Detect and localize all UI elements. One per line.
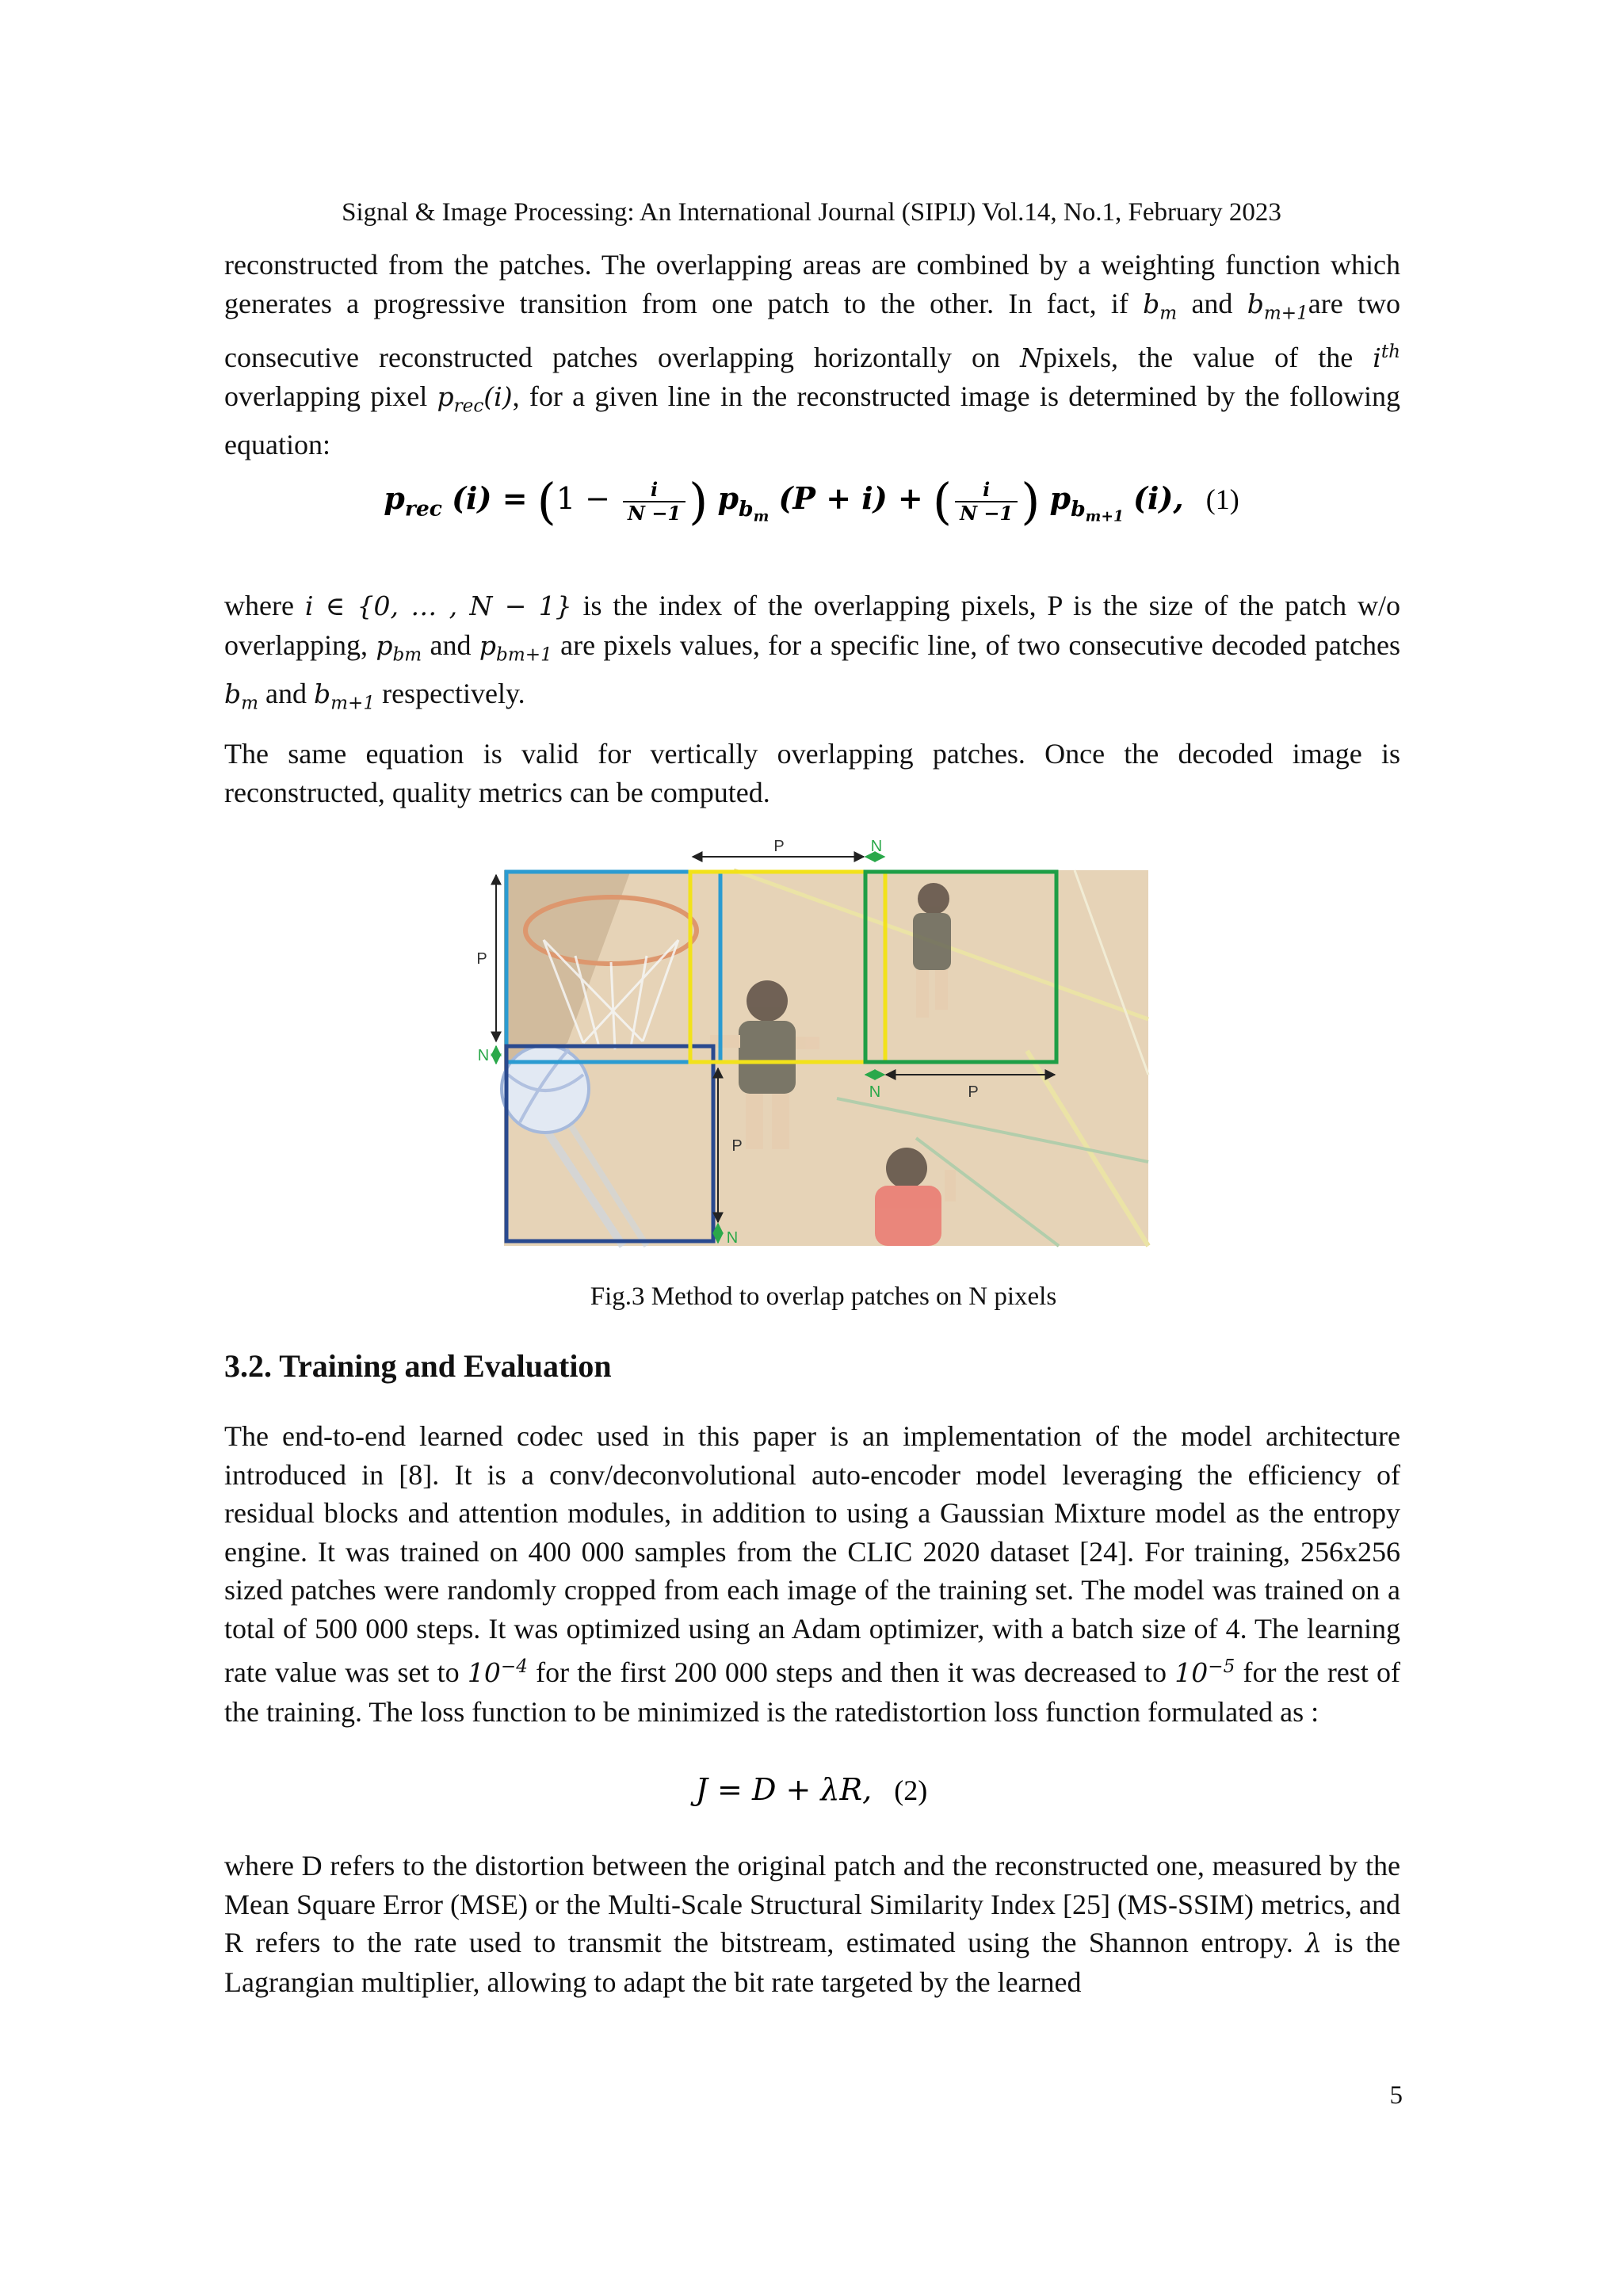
equation-1: $p_{rec}$ (i) = (1 − $\frac{i}{N -1}$ ) $p_{b_m}$ (P + i) + ( $\frac{i}{N -1}$ ) $p_{b_{m+1}}$ (i), (1) xyxy=(384,472,1239,530)
running-header: Signal & Image Processing: An International Journal (SIPIJ) Vol.14, No.1, February 2023 xyxy=(342,198,1281,227)
label-n-left: N xyxy=(477,1047,490,1064)
math-n: N xyxy=(1020,342,1043,373)
paragraph-vertical-overlap: The same equation is valid for vertically overlapping patches. Once the decoded image is reconstructed, quality metrics can be computed. xyxy=(224,738,1400,808)
math-prec: $p_{rec}(i)$ xyxy=(437,381,513,417)
figure-caption: Fig.3 Method to overlap patches on N pixels xyxy=(590,1282,1057,1311)
equation-number-1: (1) xyxy=(1205,483,1239,515)
math-pbm: $p_{bm}$ xyxy=(376,629,422,666)
paragraph-training: The end-to-end learned codec used in this paper is an implementation of the model architecture introduced in [8]. It is a conv/deconvolutional auto-encoder model leveraging the efficiency of residual blocks and attention modules, in addition to using a Gaussian Mixture model as the entropy engine. It was trained on 400 000 samples from the CLIC 2020 dataset [24]. For training, 256x256 sized patches were randomly cropped from each image of the training set. The model was trained on a total of 500 000 steps. It was optimized using an Adam optimizer, with a batch size of 4. The learning rate value was set to $10^{-4}$ for the first 200 000 steps and then it was decreased to $10^{-5}$ for the rest of the training. The loss function to be minimized is the ratedistortion loss function formulated as : xyxy=(224,1420,1400,1728)
label-p-mid: P xyxy=(731,1137,743,1155)
equation-number-2: (2) xyxy=(894,1775,928,1806)
math-bm-2: $b_m$ xyxy=(224,678,259,714)
math-bm1: $b_{m+1}$ xyxy=(1247,288,1308,324)
section-heading: 3.2. Training and Evaluation xyxy=(224,1348,612,1384)
figure-overlap-patches xyxy=(472,837,1154,1257)
fraction-i-over-n-minus-1-b: $\frac{i}{N -1}$ xyxy=(955,479,1018,525)
math-pbm1: $p_{bm+1}$ xyxy=(479,629,552,666)
math-bm: $b_m$ xyxy=(1143,288,1178,324)
label-n-right: N xyxy=(869,1083,881,1101)
page-number: 5 xyxy=(1389,2081,1403,2110)
math-lr2: $10^{-5}$ xyxy=(1174,1656,1235,1688)
label-p-left: P xyxy=(476,950,487,968)
label-n-bottom: N xyxy=(726,1229,739,1247)
equation-2-expr: J = D + λR, xyxy=(695,1772,873,1807)
label-p-right: P xyxy=(968,1083,979,1101)
photo-background xyxy=(502,870,1148,1246)
equation-2 xyxy=(0,1772,1623,1807)
math-lambda: λ xyxy=(1305,1927,1323,1958)
math-lr1: $10^{-4}$ xyxy=(467,1656,528,1688)
paragraph-where-definitions: where i ∈ {0, … , N − 1} is the index of the overlapping pixels, P is the size of the patch w/o overlapping, $p_{bm}$ and $p_{bm+1}$ are pixels values, for a specific line, of two consecutive decoded patches $b_m$ and $b_{m+1}$ respectively. xyxy=(224,590,1400,714)
math-bm1-2: $b_{m+1}$ xyxy=(314,678,376,714)
label-n-top: N xyxy=(870,838,883,855)
fraction-i-over-n-minus-1: $\frac{i}{N -1}$ xyxy=(623,479,685,525)
math-index-set: i ∈ {0, … , N − 1} xyxy=(304,590,572,621)
label-p-top: P xyxy=(773,838,785,855)
paragraph-overlap-intro: reconstructed from the patches. The overlapping areas are combined by a weighting function which generates a progressive transition from one patch to the other. In fact, if $b_m$ and $b_{m+1}are$ two consecutive reconstructed patches overlapping horizontally on Npixels, the value of the $i^{th}$ overlapping pixel $p_{rec}(i)$, for a given line in the reconstructed image is determined by the following equation: xyxy=(224,249,1401,461)
math-ith: $i^{th}$ xyxy=(1373,341,1400,373)
paragraph-distortion-rate: where D refers to the distortion between the original patch and the reconstructed one, measured by the Mean Square Error (MSE) or the Multi-Scale Structural Similarity Index [25] (MS-SSIM) metrics, and R refers to the rate used to transmit the bitstream, estimated using the Shannon entropy. λ is the Lagrangian multiplier, allowing to adapt the bit rate targeted by the learned xyxy=(224,1850,1400,1998)
figure-svg xyxy=(472,837,1154,1257)
